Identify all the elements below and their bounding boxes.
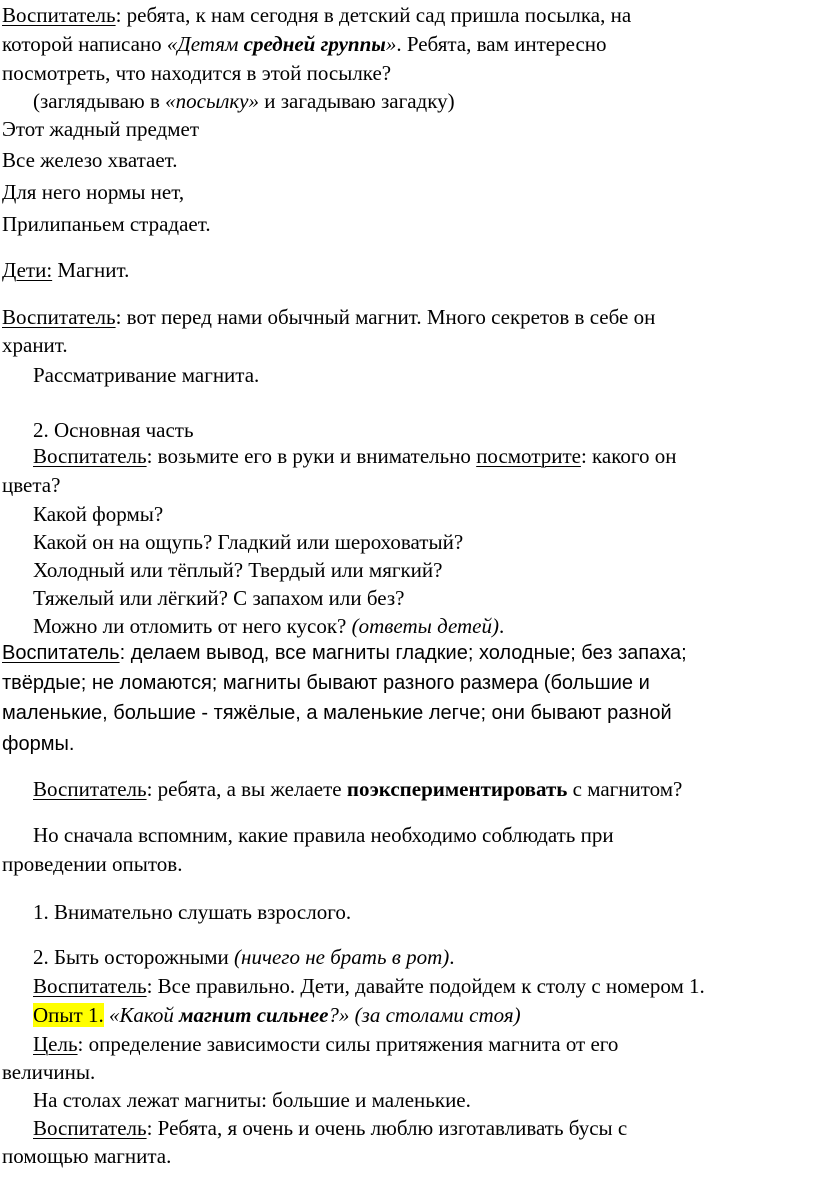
intro-line-2: [2, 29, 607, 59]
quote-text: «Детям: [166, 32, 244, 56]
text: с магнитом?: [567, 777, 683, 801]
underlined-word: посмотрите: [476, 444, 581, 468]
question-2: Какой он на ощупь? Гладкий или шероховатый?: [33, 530, 464, 554]
text: ?» (за столами стоя): [328, 1003, 521, 1027]
question-1: Какой формы?: [33, 502, 164, 526]
group-name: средней группы: [243, 32, 386, 56]
speaker-label: Воспитатель: [33, 1116, 147, 1140]
text: : вот перед нами обычный магнит. Много секретов в себе он: [115, 305, 656, 329]
rules-intro-line-2: проведении опытов.: [2, 852, 183, 876]
beads-line-1: [33, 1113, 627, 1143]
text: : делаем вывод, все магниты гладкие; холодные; без запаха;: [119, 642, 687, 664]
text: Магнит.: [52, 258, 130, 282]
experiment-title: магнит сильнее: [179, 1003, 329, 1027]
text: . Ребята, вам интересно: [396, 32, 607, 56]
conclusion-line-3: маленькие, большие - тяжёлые, а маленькие легче; они бывают разной: [2, 702, 672, 724]
riddle-line-2: Все железо хватает.: [2, 148, 178, 172]
stage-direction: [33, 86, 455, 116]
teacher-instruction-line-1: [33, 441, 676, 471]
goal-label: Цель: [33, 1032, 78, 1056]
text: : ребята, а вы желаете: [146, 777, 347, 801]
speaker-label: Воспитатель: [33, 777, 147, 801]
text: : Ребята, я очень и очень люблю изготавливать бусы с: [146, 1116, 628, 1140]
quote-close: »: [385, 32, 397, 56]
teacher-line-2: хранит.: [2, 333, 68, 357]
experiment-heading: [33, 1000, 521, 1030]
speaker-label: Воспитатель: [2, 3, 116, 27]
text: : ребята, к нам сегодня в детский сад пришла посылка, на: [115, 3, 632, 27]
speaker-label: Воспитатель: [2, 642, 120, 664]
question-4: Тяжелый или лёгкий? С запахом или без?: [33, 586, 405, 610]
text: : Все правильно. Дети, давайте подойдем к столу с номером 1.: [146, 974, 705, 998]
highlighted-label: Опыт 1.: [33, 1003, 104, 1027]
tables-line: На столах лежат магниты: большие и маленькие.: [33, 1088, 471, 1112]
text: .: [449, 945, 455, 969]
text: : определение зависимости силы притяжения магнита от его: [77, 1032, 619, 1056]
speaker-label: Воспитатель: [33, 974, 147, 998]
teacher-line-1: [2, 302, 655, 332]
teacher-instruction-line-2: цвета?: [2, 473, 61, 497]
text: : какого он: [580, 444, 677, 468]
intro-line-3: посмотреть, что находится в этой посылке?: [2, 61, 392, 85]
text: : возьмите его в руки и внимательно: [146, 444, 477, 468]
rule-2: [33, 942, 455, 972]
riddle-line-1: Этот жадный предмет: [2, 117, 200, 141]
intro-line-1: [2, 0, 631, 30]
text: и загадываю загадку): [259, 89, 455, 113]
children-answer: [2, 255, 129, 285]
children-answers: (ответы детей): [351, 614, 499, 638]
experiment-word: поэкспериментировать: [346, 777, 568, 801]
goal-line-1: [33, 1029, 618, 1059]
rule-note: (ничего не брать в рот): [234, 945, 450, 969]
section-heading: 2. Основная часть: [33, 418, 194, 442]
rules-intro-line-1: Но сначала вспомним, какие правила необходимо соблюдать при: [33, 823, 614, 847]
riddle-line-3: Для него нормы нет,: [2, 180, 185, 204]
text: Можно ли отломить от него кусок?: [33, 614, 352, 638]
conclusion-line-4: формы.: [2, 733, 75, 755]
examination-line: Рассматривание магнита.: [33, 363, 260, 387]
experiment-invite: [33, 774, 682, 804]
parcel-word: «посылку»: [165, 89, 259, 113]
speaker-label: Воспитатель: [2, 305, 116, 329]
question-3: Холодный или тёплый? Твердый или мягкий?: [33, 558, 443, 582]
goal-line-2: величины.: [2, 1060, 96, 1084]
beads-line-2: помощью магнита.: [2, 1144, 172, 1168]
text: которой написано: [2, 32, 167, 56]
text: 2. Быть осторожными: [33, 945, 235, 969]
speaker-label: Воспитатель: [33, 444, 147, 468]
text: «Какой: [103, 1003, 180, 1027]
rule-1: 1. Внимательно слушать взрослого.: [33, 900, 352, 924]
text: (заглядываю в: [33, 89, 166, 113]
conclusion-line-2: твёрдые; не ломаются; магниты бывают разного размера (большие и: [2, 672, 650, 694]
conclusion-line-1: [2, 638, 687, 668]
speaker-label: Дети:: [2, 258, 53, 282]
riddle-line-4: Прилипаньем страдает.: [2, 212, 211, 236]
text: .: [499, 614, 505, 638]
question-5: [33, 611, 504, 641]
teacher-approval: [33, 971, 705, 1001]
